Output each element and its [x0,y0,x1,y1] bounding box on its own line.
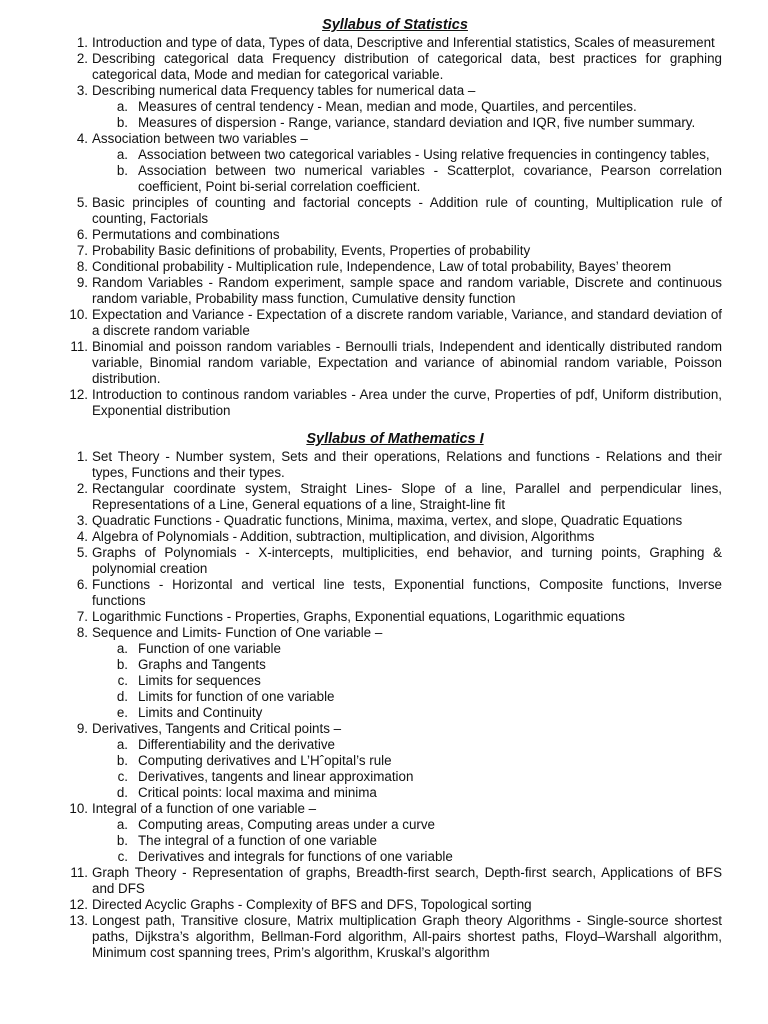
sub-item [92,817,722,833]
sub-item [92,641,722,657]
sub-item-text: Computing areas, Computing areas under a curve [138,817,435,832]
sub-item-text: Derivatives and integrals for functions of one variable [138,849,453,864]
sub-item-letter: a. [116,641,128,656]
item-text: Binomial and poisson random variables - Bernoulli trials, Independent and identically distributed random variable, Binomial random variable, Expectation and variance of abinomial random variable, Poisson distribution. [92,339,722,386]
sub-item-text: Limits for function of one variable [138,689,335,704]
sub-item [92,147,722,163]
item-number: 6. [76,227,88,242]
item-number: 3. [76,83,88,98]
item-number: 13. [69,913,88,928]
item-number: 3. [76,513,88,528]
item-number: 8. [76,259,88,274]
item-text: Integral of a function of one variable – [92,801,317,816]
sub-item [92,769,722,785]
sub-item [92,737,722,753]
item-text: Basic principles of counting and factorial concepts - Addition rule of counting, Multiplication rule of counting, Factorials [92,195,722,226]
mathematics-item [68,625,722,721]
sub-list [92,99,722,131]
item-number: 1. [76,449,88,464]
item-number: 7. [76,243,88,258]
sub-item-letter: d. [116,785,128,800]
sub-item [92,115,722,131]
sub-item-text: Measures of dispersion - Range, variance, standard deviation and IQR, five number summary. [138,115,696,130]
statistics-item [68,51,722,83]
item-text: Logarithmic Functions - Properties, Graphs, Exponential equations, Logarithmic equations [92,609,625,624]
statistics-title: Syllabus of Statistics [322,17,468,33]
mathematics-title: Syllabus of Mathematics I [306,431,484,447]
sub-item [92,753,722,769]
item-number: 11. [70,339,88,354]
sub-item-text: Measures of central tendency - Mean, median and mode, Quartiles, and percentiles. [138,99,637,114]
item-text: Conditional probability - Multiplication rule, Independence, Law of total probability, Bayes’ theorem [92,259,672,274]
statistics-item [68,339,722,387]
item-text: Sequence and Limits- Function of One variable – [92,625,383,640]
sub-item-text: The integral of a function of one variable [138,833,377,848]
sub-item-letter: e. [116,705,128,720]
sub-item-text: Function of one variable [138,641,281,656]
sub-item-letter: a. [116,817,128,832]
item-text: Derivatives, Tangents and Critical points – [92,721,342,736]
item-number: 12. [69,897,88,912]
sub-item [92,849,722,865]
statistics-list [68,35,722,419]
sub-item [92,99,722,115]
mathematics-item [68,529,722,545]
item-text: Graph Theory - Representation of graphs, Breadth-first search, Depth-first search, Applications of BFS and DFS [92,865,722,896]
item-number: 12. [69,387,88,402]
sub-item-letter: b. [116,833,128,848]
mathematics-item [68,865,722,897]
item-text: Permutations and combinations [92,227,280,242]
item-number: 1. [76,35,88,50]
mathematics-item [68,913,722,961]
mathematics-item [68,801,722,865]
sub-item-letter: c. [117,673,128,688]
item-number: 2. [76,481,88,496]
statistics-item [68,259,722,275]
sub-item-letter: a. [116,737,128,752]
item-number: 5. [76,545,88,560]
item-text: Describing numerical data Frequency tables for numerical data – [92,83,476,98]
sub-item-letter: b. [116,753,128,768]
mathematics-item [68,577,722,609]
item-text: Expectation and Variance - Expectation of a discrete random variable, Variance, and standard deviation of a discrete random variable [92,307,722,338]
statistics-item [68,195,722,227]
sub-item-letter: a. [116,147,128,162]
sub-item-letter: b. [116,163,128,178]
item-text: Probability Basic definitions of probability, Events, Properties of probability [92,243,531,258]
sub-item-text: Graphs and Tangents [138,657,266,672]
sub-item [92,833,722,849]
item-text: Graphs of Polynomials - X-intercepts, multiplicities, end behavior, and turning points, Graphing & polynomial creation [92,545,722,576]
item-text: Algebra of Polynomials - Addition, subtraction, multiplication, and division, Algorithms [92,529,595,544]
item-number: 5. [76,195,88,210]
item-number: 6. [76,577,88,592]
item-number: 2. [76,51,88,66]
sub-item-letter: b. [116,115,128,130]
item-text: Functions - Horizontal and vertical line tests, Exponential functions, Composite functions, Inverse functions [92,577,722,608]
item-number: 4. [76,529,88,544]
sub-item-letter: b. [116,657,128,672]
mathematics-item [68,721,722,801]
sub-item-text: Limits for sequences [138,673,261,688]
statistics-item [68,227,722,243]
sub-item-letter: c. [117,849,128,864]
item-text: Describing categorical data Frequency distribution of categorical data, best practices for graphing categorical data, Mode and median for categorical variable. [92,51,722,82]
sub-list [92,817,722,865]
sub-item-text: Computing derivatives and L’Hˆopital’s rule [138,753,392,768]
item-text: Quadratic Functions - Quadratic functions, Minima, maxima, vertex, and slope, Quadratic Equations [92,513,683,528]
sub-list [92,147,722,195]
sub-item [92,657,722,673]
item-text: Association between two variables – [92,131,308,146]
sub-item [92,689,722,705]
item-text: Longest path, Transitive closure, Matrix multiplication Graph theory Algorithms - Single-source shortest paths, Dijkstra’s algorithm, Bellman-Ford algorithm, All-pairs shortest paths, Floyd–Warshall algorithm, Minimum cost spanning trees, Prim’s algorithm, Kruskal’s algorithm [92,913,722,960]
sub-item-letter: d. [116,689,128,704]
sub-list [92,641,722,721]
sub-item [92,163,722,195]
sub-item-text: Differentiability and the derivative [138,737,336,752]
sub-item-letter: a. [116,99,128,114]
item-text: Introduction to continous random variables - Area under the curve, Properties of pdf, Uniform distribution, Exponential distribution [92,387,722,418]
statistics-item [68,131,722,195]
sub-item [92,705,722,721]
sub-item-text: Association between two categorical variables - Using relative frequencies in contingency tables, [138,147,710,162]
sub-item-text: Limits and Continuity [138,705,263,720]
item-number: 4. [76,131,88,146]
sub-item-text: Derivatives, tangents and linear approximation [138,769,414,784]
mathematics-item [68,481,722,513]
sub-item-letter: c. [117,769,128,784]
sub-list [92,737,722,801]
item-number: 8. [76,625,88,640]
item-text: Set Theory - Number system, Sets and their operations, Relations and functions - Relations and their types, Functions and their types. [92,449,722,480]
statistics-item [68,387,722,419]
statistics-item [68,307,722,339]
item-text: Rectangular coordinate system, Straight Lines- Slope of a line, Parallel and perpendicular lines, Representations of a Line, General equations of a line, Straight-line fit [92,481,722,512]
item-number: 9. [76,275,88,290]
item-text: Directed Acyclic Graphs - Complexity of BFS and DFS, Topological sorting [92,897,532,912]
item-number: 9. [76,721,88,736]
mathematics-item [68,449,722,481]
sub-item-text: Critical points: local maxima and minima [138,785,377,800]
statistics-item [68,243,722,259]
statistics-item [68,83,722,131]
item-number: 7. [76,609,88,624]
statistics-item [68,275,722,307]
item-number: 10. [69,307,88,322]
mathematics-item [68,545,722,577]
item-text: Random Variables - Random experiment, sample space and random variable, Discrete and continuous random variable, Probability mass function, Cumulative density function [92,275,722,306]
mathematics-list [68,449,722,961]
item-text: Introduction and type of data, Types of data, Descriptive and Inferential statistics, Scales of measurement [92,35,715,50]
mathematics-item [68,609,722,625]
item-number: 10. [69,801,88,816]
mathematics-item [68,513,722,529]
sub-item [92,785,722,801]
sub-item-text: Association between two numerical variables - Scatterplot, covariance, Pearson correlation coefficient, Point bi-serial correlation coefficient. [138,163,722,194]
mathematics-item [68,897,722,913]
sub-item [92,673,722,689]
item-number: 11. [70,865,88,880]
statistics-item [68,35,722,51]
